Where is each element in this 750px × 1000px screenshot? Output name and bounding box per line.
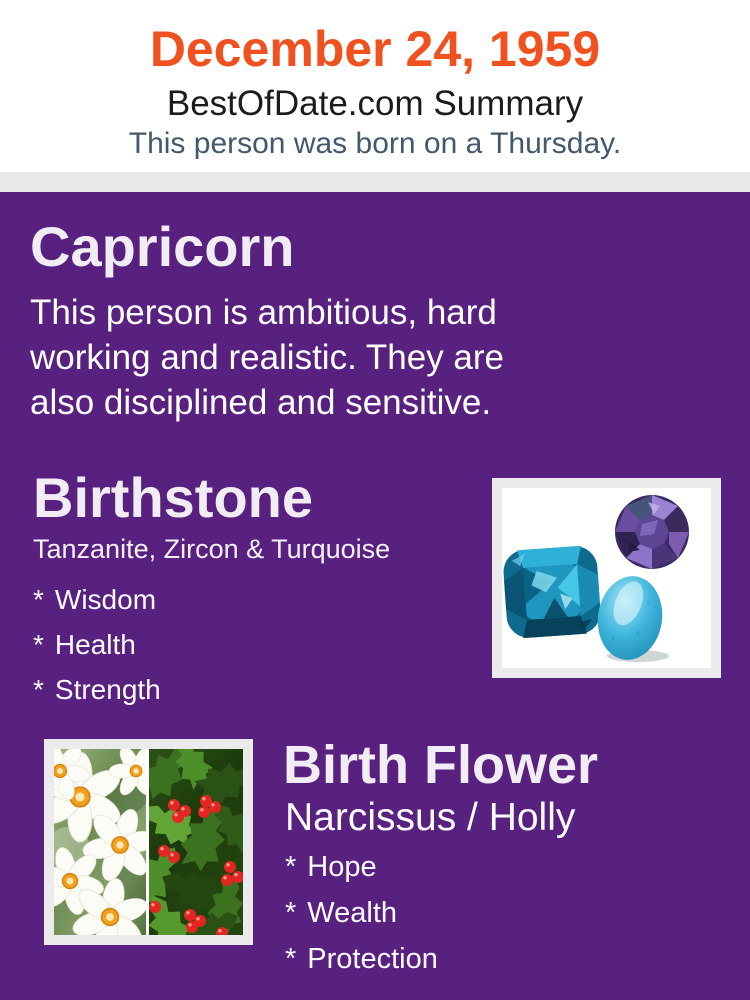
weekday-line: This person was born on a Thursday. bbox=[128, 127, 622, 160]
tanzanite-gem bbox=[615, 495, 689, 569]
list-item bbox=[33, 667, 161, 712]
bullet-asterisk: * bbox=[33, 584, 44, 615]
bullet-asterisk: * bbox=[285, 943, 297, 975]
trait-label: Strength bbox=[54, 674, 161, 705]
site-summary: BestOfDate.com Summary bbox=[166, 84, 584, 123]
birthstone-title: Birthstone bbox=[33, 466, 313, 529]
zodiac-description-line: This person is ambitious, hard bbox=[30, 293, 497, 332]
birth-flower-photo bbox=[44, 739, 253, 945]
zodiac-sign-title: Capricorn bbox=[30, 215, 295, 278]
zircon-gem bbox=[502, 545, 602, 639]
trait-label: Protection bbox=[307, 943, 438, 975]
birthstone-trait-list bbox=[33, 577, 161, 712]
bullet-asterisk: * bbox=[285, 897, 297, 929]
bullet-asterisk: * bbox=[33, 674, 44, 705]
birthstone-photo bbox=[492, 478, 721, 678]
header-divider bbox=[0, 172, 750, 192]
list-item bbox=[33, 622, 161, 667]
bullet-asterisk: * bbox=[33, 629, 44, 660]
list-item bbox=[33, 577, 161, 622]
list-item bbox=[285, 844, 438, 890]
bullet-asterisk: * bbox=[285, 851, 297, 883]
date-title: December 24, 1959 bbox=[149, 21, 601, 77]
birth-flower-title: Birth Flower bbox=[283, 735, 599, 795]
zodiac-description-line: working and realistic. They are bbox=[30, 338, 505, 377]
list-item bbox=[285, 936, 438, 982]
trait-label: Hope bbox=[307, 851, 377, 883]
birth-flower-trait-list bbox=[285, 844, 438, 982]
photo-divider bbox=[146, 749, 149, 935]
trait-label: Wealth bbox=[307, 897, 398, 929]
trait-label: Wisdom bbox=[54, 584, 157, 615]
narcissus-holly-image bbox=[54, 749, 243, 935]
zodiac-description-line: also disciplined and sensitive. bbox=[30, 383, 492, 422]
gems-image bbox=[502, 488, 711, 668]
birth-flower-names: Narcissus / Holly bbox=[285, 796, 576, 839]
zodiac-description bbox=[30, 290, 690, 425]
birthstone-names: Tanzanite, Zircon & Turquoise bbox=[33, 534, 391, 564]
list-item bbox=[285, 890, 438, 936]
trait-label: Health bbox=[54, 629, 136, 660]
